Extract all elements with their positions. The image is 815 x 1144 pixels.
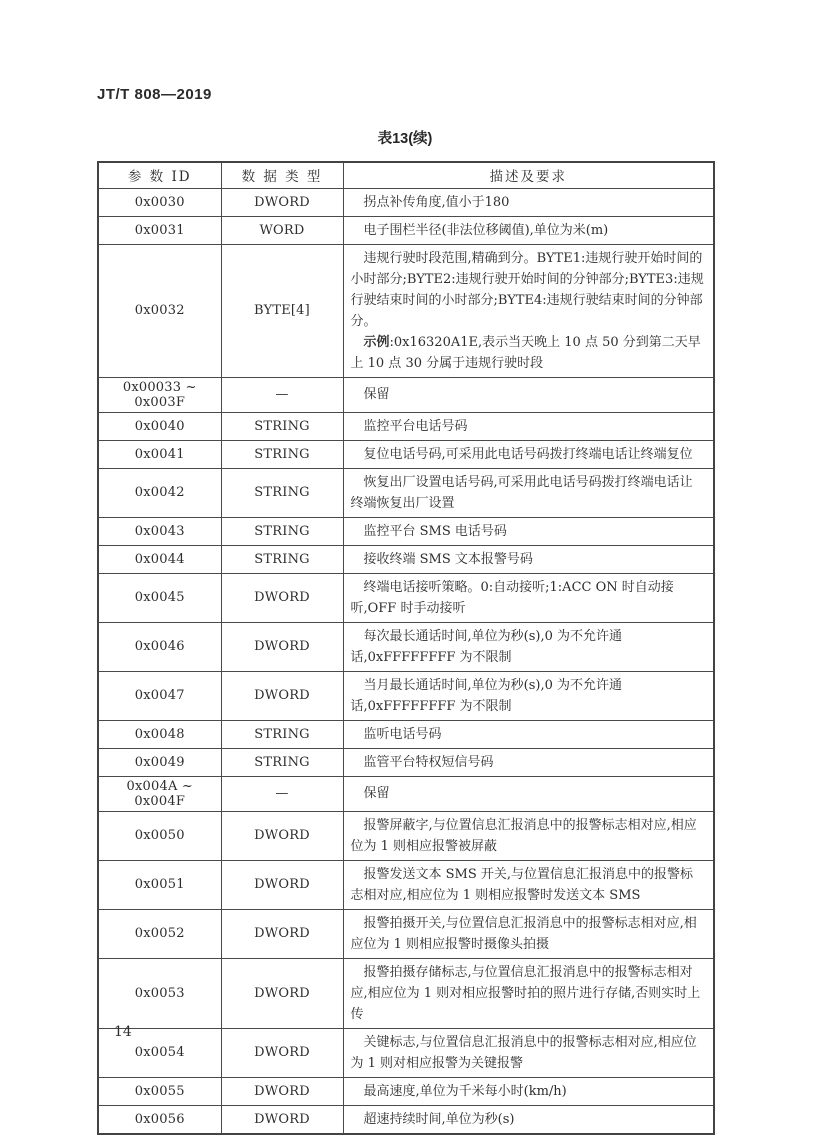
description-cell — [343, 776, 714, 811]
table-row — [98, 545, 714, 573]
description-paragraph: 恢复出厂设置电话号码,可采用此电话号码拨打终端电话让终端恢复出厂设置 — [350, 474, 693, 511]
description-cell — [343, 909, 714, 958]
param-id-cell: 0x0047 — [98, 671, 221, 720]
page-number: 14 — [114, 1024, 132, 1040]
description-cell — [343, 377, 714, 412]
description-paragraph: 关键标志,与位置信息汇报消息中的报警标志相对应,相应位为 1 则对相应报警为关键报警 — [350, 1034, 697, 1071]
col-header-description: 描述及要求 — [343, 162, 714, 188]
description-cell — [343, 811, 714, 860]
description-cell — [343, 573, 714, 622]
table-title: 表13(续) — [377, 131, 433, 147]
param-id-cell: 0x0045 — [98, 573, 221, 622]
description-paragraph: 拐点补传角度,值小于180 — [363, 194, 510, 210]
table-row — [98, 377, 714, 412]
table-row — [98, 909, 714, 958]
table-row — [98, 1028, 714, 1077]
parameters-table — [97, 161, 715, 1135]
example-label: 示例 — [363, 334, 390, 350]
description-paragraph: 最高速度,单位为千米每小时(km/h) — [363, 1083, 567, 1099]
data-type-cell: STRING — [221, 412, 343, 440]
param-id-cell: 0x0055 — [98, 1077, 221, 1105]
data-type-cell: STRING — [221, 748, 343, 776]
description-cell — [343, 440, 714, 468]
table-row — [98, 188, 714, 216]
description-paragraph: 报警屏蔽字,与位置信息汇报消息中的报警标志相对应,相应位为 1 则相应报警被屏蔽 — [350, 817, 697, 854]
description-paragraph: 监控平台电话号码 — [363, 418, 468, 434]
param-id-cell: 0x0044 — [98, 545, 221, 573]
param-id-cell: 0x0041 — [98, 440, 221, 468]
data-type-cell: WORD — [221, 216, 343, 244]
param-id-cell: 0x0040 — [98, 412, 221, 440]
description-cell — [343, 412, 714, 440]
data-type-cell: DWORD — [221, 622, 343, 671]
description-cell — [343, 622, 714, 671]
param-id-cell: 0x0051 — [98, 860, 221, 909]
table-row — [98, 440, 714, 468]
table-body — [98, 188, 714, 1134]
table-row — [98, 776, 714, 811]
description-paragraph: 保留 — [363, 786, 390, 801]
description-paragraph: 终端电话接听策略。0:自动接听;1:ACC ON 时自动接听,OFF 时手动接听 — [350, 579, 674, 616]
data-type-cell: DWORD — [221, 958, 343, 1028]
description-paragraph: 监听电话号码 — [363, 726, 442, 742]
description-paragraph: 违规行驶时段范围,精确到分。BYTE1:违规行驶开始时间的小时部分;BYTE2:违规行驶开始时间的分钟部分;BYTE3:违规行驶结束时间的小时部分;BYTE4:违规行驶结束时间的分钟部分。 — [350, 250, 704, 329]
data-type-cell: DWORD — [221, 188, 343, 216]
description-cell — [343, 468, 714, 517]
col-header-param-id: 参 数 ID — [98, 162, 221, 188]
description-cell — [343, 748, 714, 776]
description-cell — [343, 188, 714, 216]
param-id-cell: 0x0042 — [98, 468, 221, 517]
description-paragraph: 保留 — [363, 387, 390, 402]
data-type-cell: DWORD — [221, 671, 343, 720]
data-type-cell: STRING — [221, 468, 343, 517]
param-id-cell: 0x0032 — [98, 244, 221, 377]
table-row — [98, 811, 714, 860]
table-row — [98, 622, 714, 671]
description-paragraph: 报警拍摄开关,与位置信息汇报消息中的报警标志相对应,相应位为 1 则相应报警时摄像头拍摄 — [350, 915, 697, 952]
description-cell — [343, 517, 714, 545]
param-id-cell: 0x004A ~ 0x004F — [98, 776, 221, 811]
param-id-cell: 0x0048 — [98, 720, 221, 748]
param-id-cell: 0x0046 — [98, 622, 221, 671]
param-id-cell: 0x0054 — [98, 1028, 221, 1077]
description-cell — [343, 1028, 714, 1077]
description-paragraph: 每次最长通话时间,单位为秒(s),0 为不允许通话,0xFFFFFFFF 为不限制 — [350, 628, 622, 665]
description-cell — [343, 671, 714, 720]
param-id-cell: 0x0053 — [98, 958, 221, 1028]
table-row — [98, 748, 714, 776]
param-id-cell: 0x0052 — [98, 909, 221, 958]
description-cell — [343, 1105, 714, 1134]
description-paragraph: 报警拍摄存储标志,与位置信息汇报消息中的报警标志相对应,相应位为 1 则对相应报警时拍的照片进行存储,否则实时上传 — [350, 964, 701, 1022]
data-type-cell: DWORD — [221, 860, 343, 909]
table-row — [98, 412, 714, 440]
description-paragraph: 复位电话号码,可采用此电话号码拨打终端电话让终端复位 — [363, 446, 693, 462]
description-cell — [343, 244, 714, 377]
data-type-cell: DWORD — [221, 573, 343, 622]
description-paragraph: 示例:0x16320A1E,表示当天晚上 10 点 50 分到第二天早上 10 点 30 分属于违规行驶时段 — [350, 334, 701, 371]
description-paragraph: 电子围栏半径(非法位移阈值),单位为米(m) — [363, 222, 609, 238]
data-type-cell: DWORD — [221, 1028, 343, 1077]
table-row — [98, 671, 714, 720]
table-row — [98, 958, 714, 1028]
data-type-cell: STRING — [221, 545, 343, 573]
col-header-data-type: 数 据 类 型 — [221, 162, 343, 188]
param-id-cell: 0x0056 — [98, 1105, 221, 1134]
table-row — [98, 1077, 714, 1105]
param-id-cell: 0x0050 — [98, 811, 221, 860]
table-row — [98, 573, 714, 622]
param-id-cell: 0x00033 ~ 0x003F — [98, 377, 221, 412]
standard-number: JT/T 808—2019 — [97, 86, 212, 103]
data-type-cell: DWORD — [221, 811, 343, 860]
table-row — [98, 244, 714, 377]
data-type-cell: DWORD — [221, 1105, 343, 1134]
data-type-cell: — — [221, 377, 343, 412]
param-id-cell: 0x0043 — [98, 517, 221, 545]
data-type-cell: STRING — [221, 517, 343, 545]
param-id-cell: 0x0049 — [98, 748, 221, 776]
data-type-cell: BYTE[4] — [221, 244, 343, 377]
description-cell — [343, 545, 714, 573]
data-type-cell: — — [221, 776, 343, 811]
description-paragraph: 报警发送文本 SMS 开关,与位置信息汇报消息中的报警标志相对应,相应位为 1 则相应报警时发送文本 SMS — [350, 866, 694, 903]
table-row — [98, 1105, 714, 1134]
description-cell — [343, 216, 714, 244]
description-paragraph: 接收终端 SMS 文本报警号码 — [363, 551, 533, 567]
description-cell — [343, 1077, 714, 1105]
table-row — [98, 517, 714, 545]
description-cell — [343, 958, 714, 1028]
table-row — [98, 720, 714, 748]
description-paragraph: 当月最长通话时间,单位为秒(s),0 为不允许通话,0xFFFFFFFF 为不限制 — [350, 677, 622, 714]
data-type-cell: DWORD — [221, 909, 343, 958]
description-paragraph: 监控平台 SMS 电话号码 — [363, 523, 507, 539]
description-cell — [343, 720, 714, 748]
param-id-cell: 0x0031 — [98, 216, 221, 244]
description-paragraph: 超速持续时间,单位为秒(s) — [363, 1111, 515, 1127]
table-header-row — [98, 162, 714, 188]
param-id-cell: 0x0030 — [98, 188, 221, 216]
description-paragraph: 监管平台特权短信号码 — [363, 754, 494, 770]
table-row — [98, 860, 714, 909]
table-row — [98, 216, 714, 244]
table-row — [98, 468, 714, 517]
data-type-cell: STRING — [221, 440, 343, 468]
data-type-cell: DWORD — [221, 1077, 343, 1105]
description-cell — [343, 860, 714, 909]
data-type-cell: STRING — [221, 720, 343, 748]
